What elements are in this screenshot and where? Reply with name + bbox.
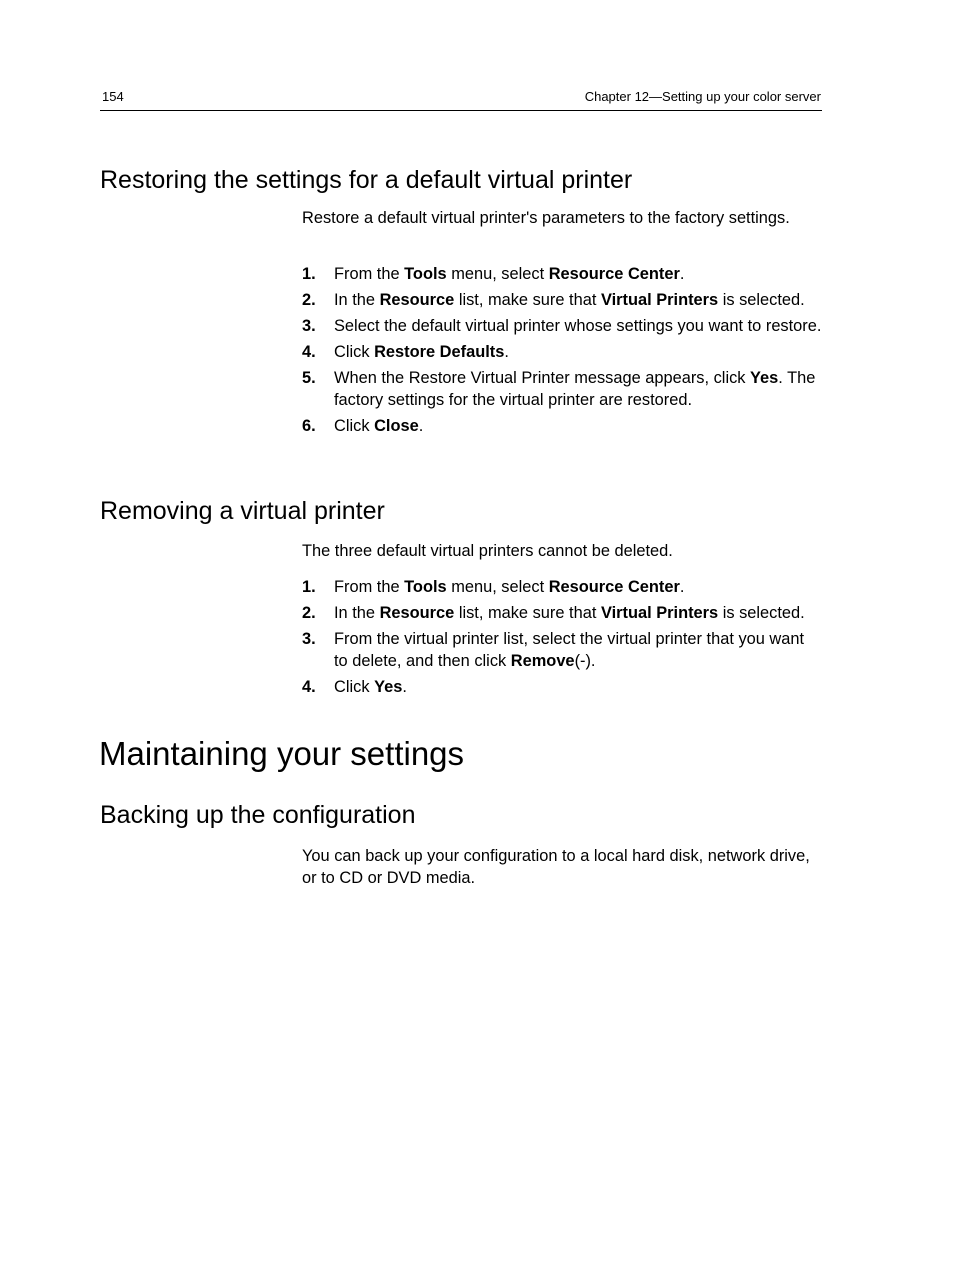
step-text: menu, select [446,265,549,283]
step-text: Click [334,416,375,435]
step-bold: Virtual Printers [600,291,719,309]
page-number: 154 [102,89,124,104]
list-item [302,603,822,625]
restore-section-title: Restoring the settings for a default virtual printer [100,166,633,194]
step-text: . [418,416,424,435]
step-bold: Resource [379,604,455,622]
step-bold: Yes [374,677,403,696]
step-bold: Resource Center [548,578,680,596]
step-text: Select the default virtual printer whose settings you want to restore. [334,317,822,335]
step-text: list, make sure that [454,604,601,622]
backup-section-title: Backing up the configuration [100,801,416,829]
list-item [302,629,822,672]
step-bold: Virtual Printers [600,604,719,622]
step-text: Click [334,343,375,361]
step-text: . The factory settings for the virtual printer are restored. [334,369,816,409]
remove-intro: The three default virtual printers cannot be deleted. [302,542,673,560]
step-bold: Resource Center [548,265,680,283]
list-item [302,416,822,438]
chapter-title: Chapter 12—Setting up your color server [584,89,821,104]
list-item [302,677,822,699]
list-item [302,264,822,286]
step-number: 3. [302,317,316,335]
step-bold: Remove [510,651,575,670]
list-item [302,290,822,312]
step-text: is selected. [718,604,805,622]
step-text: . [679,578,685,596]
remove-steps [302,577,822,703]
backup-intro: You can back up your configuration to a local hard disk, network drive, or to CD or DVD media. [302,847,810,887]
step-number: 4. [302,677,316,696]
page-header [100,88,822,111]
step-text: When the Restore Virtual Printer message appears, click [334,369,751,387]
step-text: From the virtual printer list, select the virtual printer that you want to delete, and then click [334,630,805,670]
step-text: In the [334,291,380,309]
step-text: list, make sure that [454,291,601,309]
step-bold: Yes [750,369,779,387]
step-number: 6. [302,416,316,435]
step-number: 3. [302,630,316,648]
step-number: 1. [302,578,316,596]
step-bold: Close [374,416,419,435]
list-item [302,342,822,364]
step-bold: Resource [379,291,455,309]
list-item [302,577,822,599]
step-text: is selected. [718,291,805,309]
step-text: In the [334,604,380,622]
step-text: menu, select [446,578,549,596]
step-text: . [504,343,509,361]
step-text: . [679,265,685,283]
step-number: 4. [302,343,316,361]
step-text: (-). [574,651,596,670]
step-number: 2. [302,604,316,622]
list-item [302,368,822,411]
step-bold: Tools [404,578,447,596]
step-text: From the [334,578,405,596]
restore-steps [302,264,822,442]
remove-section-title: Removing a virtual printer [100,497,385,525]
step-number: 2. [302,291,316,309]
step-text: From the [334,265,405,283]
step-text: Click [334,677,375,696]
step-bold: Tools [404,265,447,283]
step-text: . [402,677,407,696]
list-item [302,316,822,338]
step-bold: Restore Defaults [374,343,505,361]
step-number: 5. [302,369,316,387]
restore-intro: Restore a default virtual printer's parameters to the factory settings. [302,209,790,227]
step-number: 1. [302,265,316,283]
maintaining-section-title: Maintaining your settings [99,735,465,772]
